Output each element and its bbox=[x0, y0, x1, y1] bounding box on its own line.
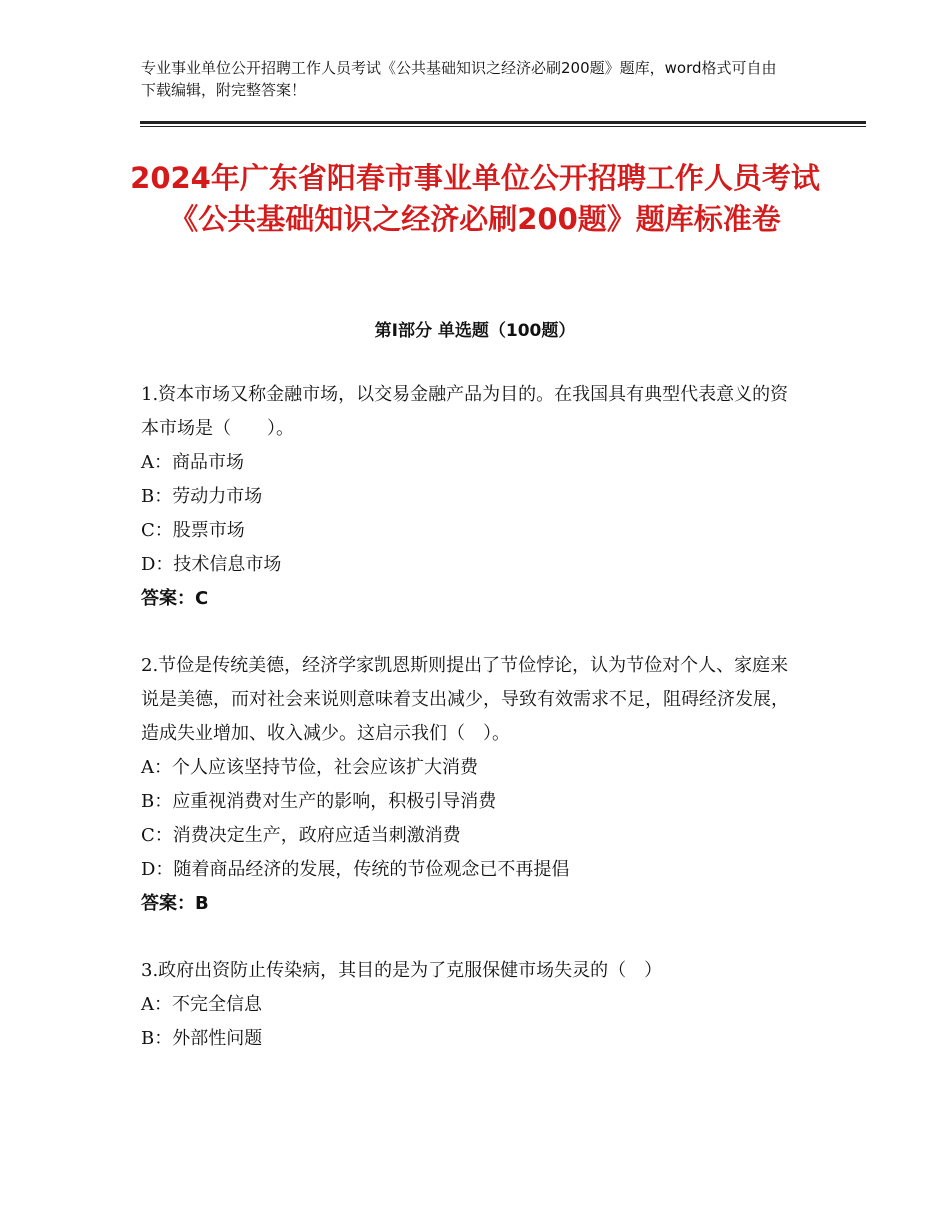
document-title: 2024年广东省阳春市事业单位公开招聘工作人员考试《公共基础知识之经济必刷200题》题库标准卷 bbox=[130, 161, 820, 236]
header-divider-thick bbox=[140, 121, 866, 124]
section-title: 第Ⅰ部分 单选题（100题） bbox=[374, 321, 576, 341]
answer-label: 答案：C bbox=[141, 588, 209, 609]
option-a: A：商品市场 bbox=[141, 452, 244, 473]
option-d: D：技术信息市场 bbox=[141, 554, 282, 575]
option-a: A：个人应该坚持节俭，社会应该扩大消费 bbox=[141, 757, 478, 778]
option-b: B：外部性问题 bbox=[141, 1028, 263, 1049]
question-text: 1.资本市场又称金融市场，以交易金融产品为目的。在我国具有典型代表意义的资本市场是（ ）。 bbox=[141, 384, 789, 439]
option-c: C：股票市场 bbox=[141, 520, 245, 541]
question-3 bbox=[141, 954, 801, 1056]
option-a: A：不完全信息 bbox=[141, 994, 262, 1015]
header-note: 专业事业单位公开招聘工作人员考试《公共基础知识之经济必刷200题》题库，word格式可自由下载编辑，附完整答案！ bbox=[141, 59, 777, 99]
question-text: 2.节俭是传统美德，经济学家凯恩斯则提出了节俭悖论，认为节俭对个人、家庭来说是美德，而对社会来说则意味着支出减少，导致有效需求不足，阻碍经济发展，造成失业增加、收入减少。这启示我们（ ）。 bbox=[141, 655, 789, 744]
option-d: D：随着商品经济的发展，传统的节俭观念已不再提倡 bbox=[141, 859, 570, 880]
option-c: C：消费决定生产，政府应适当刺激消费 bbox=[141, 825, 461, 846]
question-text: 3.政府出资防止传染病，其目的是为了克服保健市场失灵的（ ） bbox=[141, 960, 663, 981]
option-b: B：劳动力市场 bbox=[141, 486, 263, 507]
answer-label: 答案：B bbox=[141, 893, 209, 914]
question-list bbox=[141, 378, 801, 1089]
header-divider-thin bbox=[140, 126, 866, 127]
question-2 bbox=[141, 649, 801, 921]
question-1 bbox=[141, 378, 801, 616]
option-b: B：应重视消费对生产的影响，积极引导消费 bbox=[141, 791, 497, 812]
